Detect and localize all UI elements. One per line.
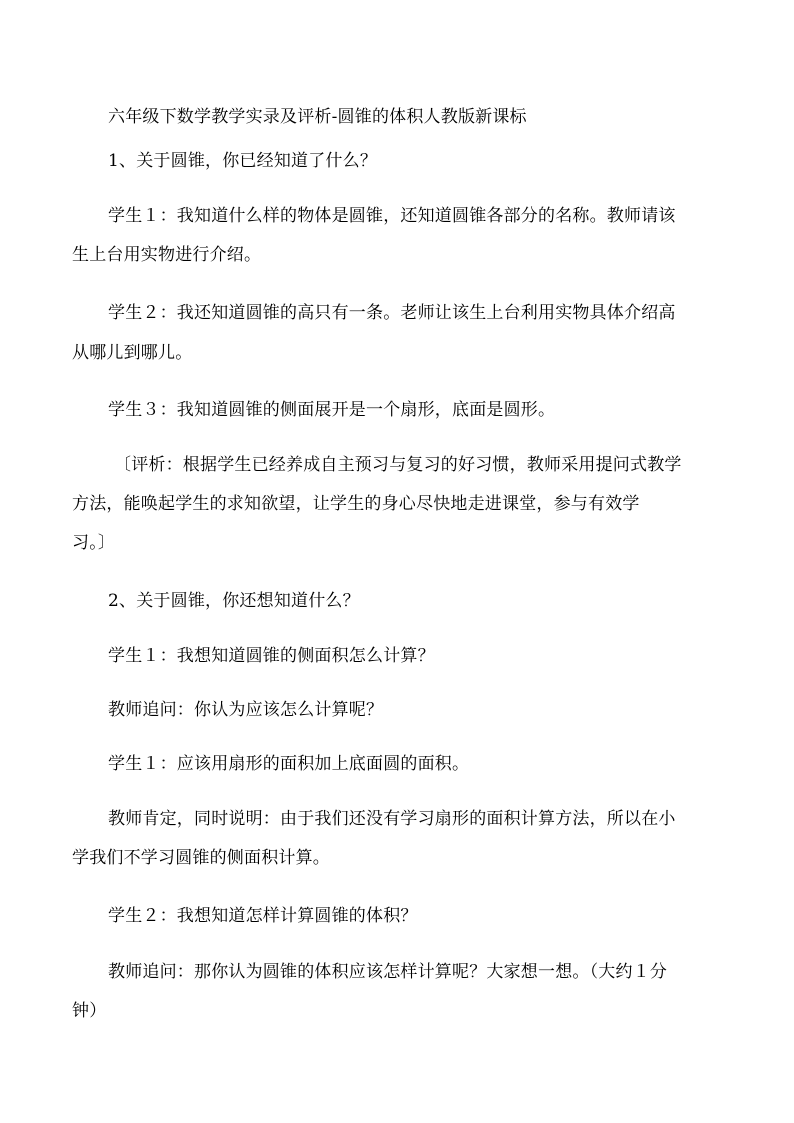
paragraph-line: 教师追问：你认为应该怎么计算呢？: [108, 700, 384, 720]
paragraph-line: 1、关于圆锥，你已经知道了什么？: [108, 151, 378, 171]
paragraph-line: 学生２：我想知道怎样计算圆锥的体积？: [108, 906, 418, 926]
paragraph-line: 从哪儿到哪儿。: [72, 343, 193, 363]
paragraph-line: 钟）: [72, 1001, 107, 1021]
paragraph-line: 学我们不学习圆锥的侧面积计算。: [72, 848, 330, 868]
paragraph-line: 2、关于圆锥，你还想知道什么？: [108, 591, 360, 611]
paragraph-line: 学生１：我想知道圆锥的侧面积怎么计算？: [108, 646, 435, 666]
paragraph-line: 生上台用实物进行介绍。: [72, 245, 262, 265]
paragraph-line: 方法，能唤起学生的求知欲望，让学生的身心尽快地走进课堂，参与有效学: [72, 494, 640, 514]
paragraph-line: 学生１：我知道什么样的物体是圆锥，还知道圆锥各部分的名称。教师请该: [108, 206, 676, 226]
paragraph-line: 习。〕: [72, 533, 116, 553]
paragraph-line: 教师肯定，同时说明：由于我们还没有学习扇形的面积计算方法，所以在小: [108, 809, 676, 829]
paragraph-line: 学生３：我知道圆锥的侧面展开是一个扇形，底面是圆形。: [108, 400, 556, 420]
paragraph-line: 教师追问：那你认为圆锥的体积应该怎样计算呢？大家想一想。（大约１分: [108, 962, 668, 982]
paragraph-line: 学生１：应该用扇形的面积加上底面圆的面积。: [108, 754, 470, 774]
document-title: 六年级下数学教学实录及评析-圆锥的体积人教版新课标: [108, 107, 527, 127]
paragraph-line: 学生２：我还知道圆锥的高只有一条。老师让该生上台利用实物具体介绍高: [108, 303, 676, 323]
paragraph-line: 〔评析：根据学生已经养成自主预习与复习的好习惯，教师采用提问式教学: [114, 455, 682, 475]
